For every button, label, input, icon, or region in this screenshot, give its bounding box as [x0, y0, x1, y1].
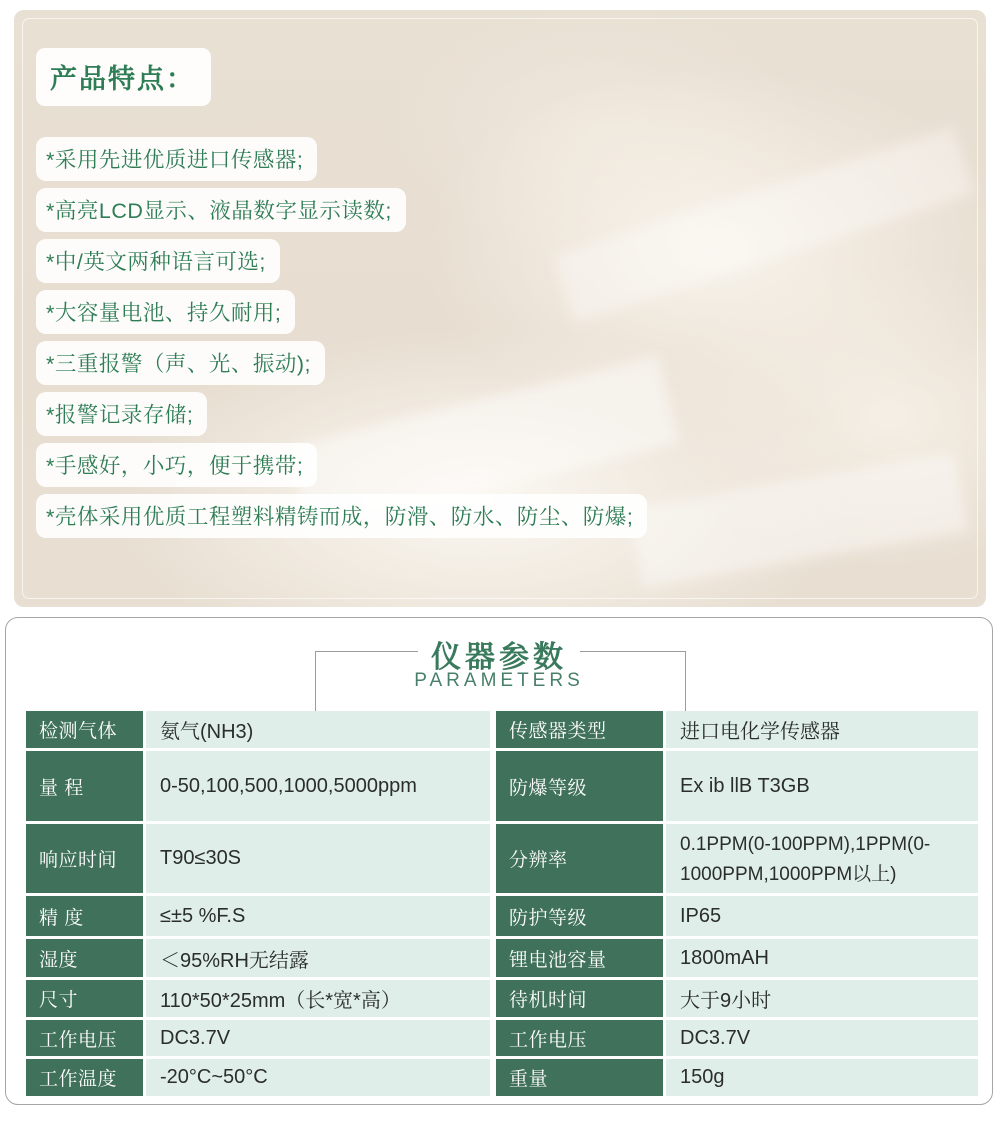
param-value: ≤±5 %F.S: [146, 896, 490, 936]
param-value: IP65: [666, 896, 978, 936]
param-value: 150g: [666, 1059, 978, 1096]
feature-item: *报警记录存储;: [36, 392, 207, 436]
param-value: T90≤30S: [146, 824, 490, 893]
param-label: 工作电压: [493, 1020, 663, 1056]
param-value: 进口电化学传感器: [666, 711, 978, 748]
param-value: DC3.7V: [666, 1020, 978, 1056]
parameters-title: 仪器参数: [418, 632, 580, 676]
param-value: 大于9小时: [666, 980, 978, 1017]
feature-item: *壳体采用优质工程塑料精铸而成，防滑、防水、防尘、防爆;: [36, 494, 647, 538]
parameters-subtitle: PARAMETERS: [414, 670, 584, 691]
param-value: Ex ib llB T3GB: [666, 751, 978, 821]
feature-item: *手感好，小巧，便于携带;: [36, 443, 317, 487]
param-value: 1800mAH: [666, 939, 978, 977]
param-value: 0.1PPM(0-100PPM),1PPM(0-1000PPM,1000PPM以上): [666, 824, 978, 893]
param-label: 传感器类型: [493, 711, 663, 748]
features-title: 产品特点：: [36, 48, 211, 106]
param-label: 精 度: [26, 896, 143, 936]
param-label: 量 程: [26, 751, 143, 821]
product-features-card: [14, 10, 986, 607]
param-label: 工作电压: [26, 1020, 143, 1056]
feature-item: *中/英文两种语言可选;: [36, 239, 280, 283]
param-label: 防护等级: [493, 896, 663, 936]
param-value: 氨气(NH3): [146, 711, 490, 748]
param-label: 分辨率: [493, 824, 663, 893]
param-label: 响应时间: [26, 824, 143, 893]
factory-photo-shape: [630, 452, 969, 588]
feature-item: *大容量电池、持久耐用;: [36, 290, 295, 334]
feature-item: *三重报警（声、光、振动);: [36, 341, 325, 385]
param-value: ＜95%RH无结露: [146, 939, 490, 977]
param-label: 待机时间: [493, 980, 663, 1017]
param-label: 锂电池容量: [493, 939, 663, 977]
param-value: 0-50,100,500,1000,5000ppm: [146, 751, 490, 821]
param-label: 尺寸: [26, 980, 143, 1017]
param-label: 湿度: [26, 939, 143, 977]
parameters-card: [5, 617, 993, 1105]
param-label: 重量: [493, 1059, 663, 1096]
param-label: 工作温度: [26, 1059, 143, 1096]
feature-item: *高亮LCD显示、液晶数字显示读数;: [36, 188, 406, 232]
param-label: 检测气体: [26, 711, 143, 748]
param-value: DC3.7V: [146, 1020, 490, 1056]
features-list: [36, 48, 647, 545]
param-value: -20°C~50°C: [146, 1059, 490, 1096]
parameters-table: [26, 711, 978, 1096]
param-value: 110*50*25mm（长*宽*高）: [146, 980, 490, 1017]
feature-item: *采用先进优质进口传感器;: [36, 137, 317, 181]
param-label: 防爆等级: [493, 751, 663, 821]
